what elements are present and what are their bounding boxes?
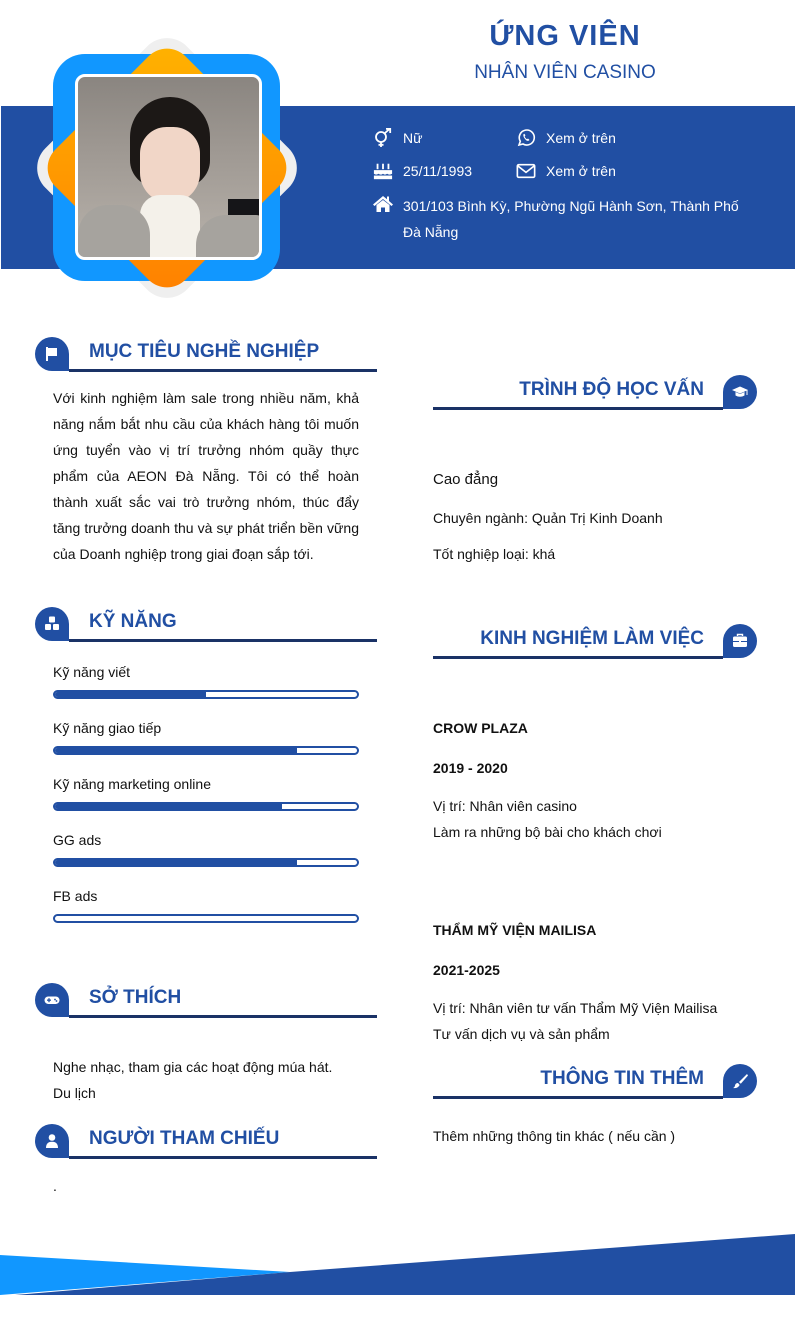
whatsapp-phone-icon [515, 127, 537, 149]
education-grade: Tốt nghiệp loại: khá [433, 546, 556, 562]
contact-birthday [372, 160, 472, 182]
references-title: NGƯỜI THAM CHIẾU [89, 1128, 280, 1149]
birthday-value: 25/11/1993 [403, 163, 473, 179]
gender-value: Nữ [403, 130, 423, 146]
skill-bar [53, 746, 359, 755]
section-divider [69, 1156, 377, 1159]
job-position: Vị trí: Nhân viên casino [433, 798, 577, 814]
footer-decoration [0, 1230, 795, 1295]
job-description: Tư vấn dịch vụ và sản phẩm [433, 1026, 610, 1042]
section-header-objective [35, 337, 377, 377]
section-header-hobbies [35, 983, 377, 1023]
section-header-experience [433, 624, 757, 664]
contact-email [515, 160, 616, 182]
additional-title: THÔNG TIN THÊM [540, 1068, 704, 1089]
briefcase-icon [723, 624, 757, 658]
skill-label: Kỹ năng giao tiếp [53, 720, 162, 736]
phone-value: Xem ở trên [546, 130, 616, 146]
section-header-additional [433, 1064, 757, 1104]
contact-phone [515, 127, 616, 149]
education-major: Chuyên ngành: Quản Trị Kinh Doanh [433, 510, 663, 526]
section-divider [69, 639, 377, 642]
skill-label: Kỹ năng marketing online [53, 776, 211, 792]
gender-icon [372, 127, 394, 149]
job-description: Làm ra những bộ bài cho khách chơi [433, 824, 662, 840]
references-text: . [53, 1178, 57, 1194]
education-degree: Cao đẳng [433, 471, 499, 488]
objective-text: Với kinh nghiệm làm sale trong nhiều năm, khả năng nắm bắt nhu cầu của khách hàng tôi muốn ứng tuyển vào vị trí trưởng nhóm quầy thực phẩm của AEON Đà Nẵng. Tôi có thể hoàn thành xuất sắc vai trò trưởng nhóm, thúc đẩy tăng trưởng doanh thu và sự phát triển bền vững của Doanh nghiệp trong giai đoạn sắp tới. [53, 390, 359, 562]
skill-label: Kỹ năng viết [53, 664, 131, 680]
hobby-item: Nghe nhạc, tham gia các hoạt động múa hát. [53, 1059, 333, 1075]
skill-bar [53, 914, 359, 923]
job-period: 2021-2025 [433, 962, 500, 978]
flag-icon [35, 337, 69, 371]
hobbies-title: SỞ THÍCH [89, 987, 182, 1008]
section-divider [433, 656, 723, 659]
skill-bar [53, 858, 359, 867]
section-header-education [433, 375, 757, 415]
section-divider [433, 1096, 723, 1099]
email-value: Xem ở trên [546, 163, 616, 179]
skills-title: KỸ NĂNG [89, 611, 177, 632]
graduation-cap-icon [723, 375, 757, 409]
skill-bar [53, 802, 359, 811]
job-position: Vị trí: Nhân viên tư vấn Thẩm Mỹ Viện Mailisa [433, 1000, 718, 1016]
skill-label: FB ads [53, 888, 98, 904]
section-header-skills [35, 607, 377, 647]
avatar [75, 74, 262, 260]
job-period: 2019 - 2020 [433, 760, 508, 776]
contact-address [372, 193, 742, 245]
additional-text: Thêm những thông tin khác ( nếu cần ) [433, 1128, 676, 1144]
user-icon [35, 1124, 69, 1158]
paintbrush-icon [723, 1064, 757, 1098]
avatar-frame [26, 27, 308, 309]
education-title: TRÌNH ĐỘ HỌC VẤN [519, 379, 704, 400]
candidate-name: ỨNG VIÊN [489, 20, 641, 52]
section-header-references [35, 1124, 377, 1164]
birthday-cake-icon [372, 160, 394, 182]
job-company: CROW PLAZA [433, 720, 528, 736]
address-value: 301/103 Bình Kỳ, Phường Ngũ Hành Sơn, Thành Phố Đà Nẵng [403, 198, 739, 240]
skill-label: GG ads [53, 832, 102, 848]
home-icon [372, 194, 394, 216]
skill-bar [53, 690, 359, 699]
experience-title: KINH NGHIỆM LÀM VIỆC [480, 628, 704, 649]
section-divider [69, 369, 377, 372]
job-company: THẨM MỸ VIỆN MAILISA [433, 922, 597, 938]
section-divider [433, 407, 723, 410]
section-divider [69, 1015, 377, 1018]
objective-title: MỤC TIÊU NGHỀ NGHIỆP [89, 341, 320, 362]
contact-gender [372, 127, 422, 149]
hobby-item: Du lịch [53, 1085, 96, 1101]
job-title: NHÂN VIÊN CASINO [474, 62, 656, 83]
cubes-icon [35, 607, 69, 641]
envelope-icon [515, 160, 537, 182]
gamepad-icon [35, 983, 69, 1017]
